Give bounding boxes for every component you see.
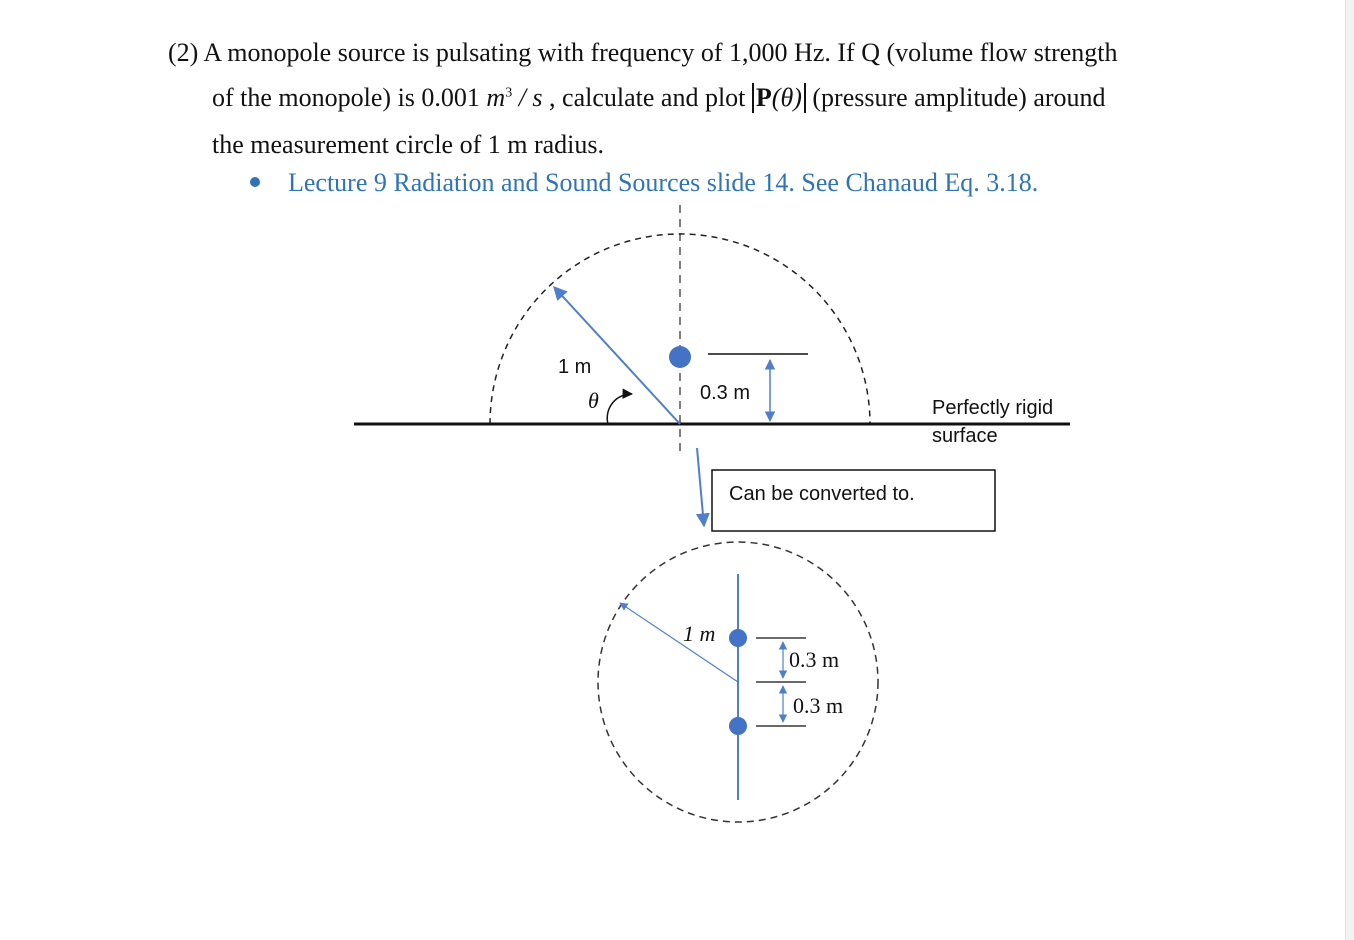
height-label: 0.3 m: [700, 382, 751, 404]
flow-unit-exponent: 3: [505, 85, 513, 101]
surface-label-line-2: surface: [932, 425, 998, 447]
problem-line-3: the measurement circle of 1 m radius.: [212, 130, 605, 159]
upper-source: [729, 629, 747, 647]
circle-radius-label: 1 m: [683, 621, 716, 646]
radius-label: 1 m: [558, 356, 592, 378]
upper-distance-label: 0.3 m: [789, 647, 840, 672]
monopole-source: [669, 346, 691, 368]
reference-text: Lecture 9 Radiation and Sound Sources slide 14. See Chanaud Eq. 3.18.: [288, 168, 1039, 197]
flow-unit-per: / s: [512, 83, 543, 112]
conversion-arrow: [697, 448, 704, 526]
lower-distance-label: 0.3 m: [793, 693, 844, 718]
theta-argument: (θ): [771, 83, 802, 112]
conversion-text: Can be converted to.: [729, 483, 915, 505]
angle-label: θ: [588, 388, 599, 413]
image-source: [729, 717, 747, 735]
angle-arc: [607, 394, 632, 424]
surface-label-line-1: Perfectly rigid: [932, 397, 1054, 419]
circle-radius-arrow: [620, 603, 738, 682]
problem-line-2-mid: , calculate and plot: [542, 83, 752, 112]
problem-line-2-end: (pressure amplitude) around: [805, 83, 1106, 112]
problem-line-2-start: of the monopole) is: [212, 83, 422, 112]
flow-unit: m: [486, 83, 506, 112]
flow-value: 0.001: [421, 83, 480, 112]
problem-line-1: (2) A monopole source is pulsating with frequency of 1,000 Hz. If Q (volume flow strength: [168, 38, 1118, 67]
pressure-symbol: P: [755, 83, 772, 112]
scrollbar[interactable]: [1345, 0, 1354, 940]
